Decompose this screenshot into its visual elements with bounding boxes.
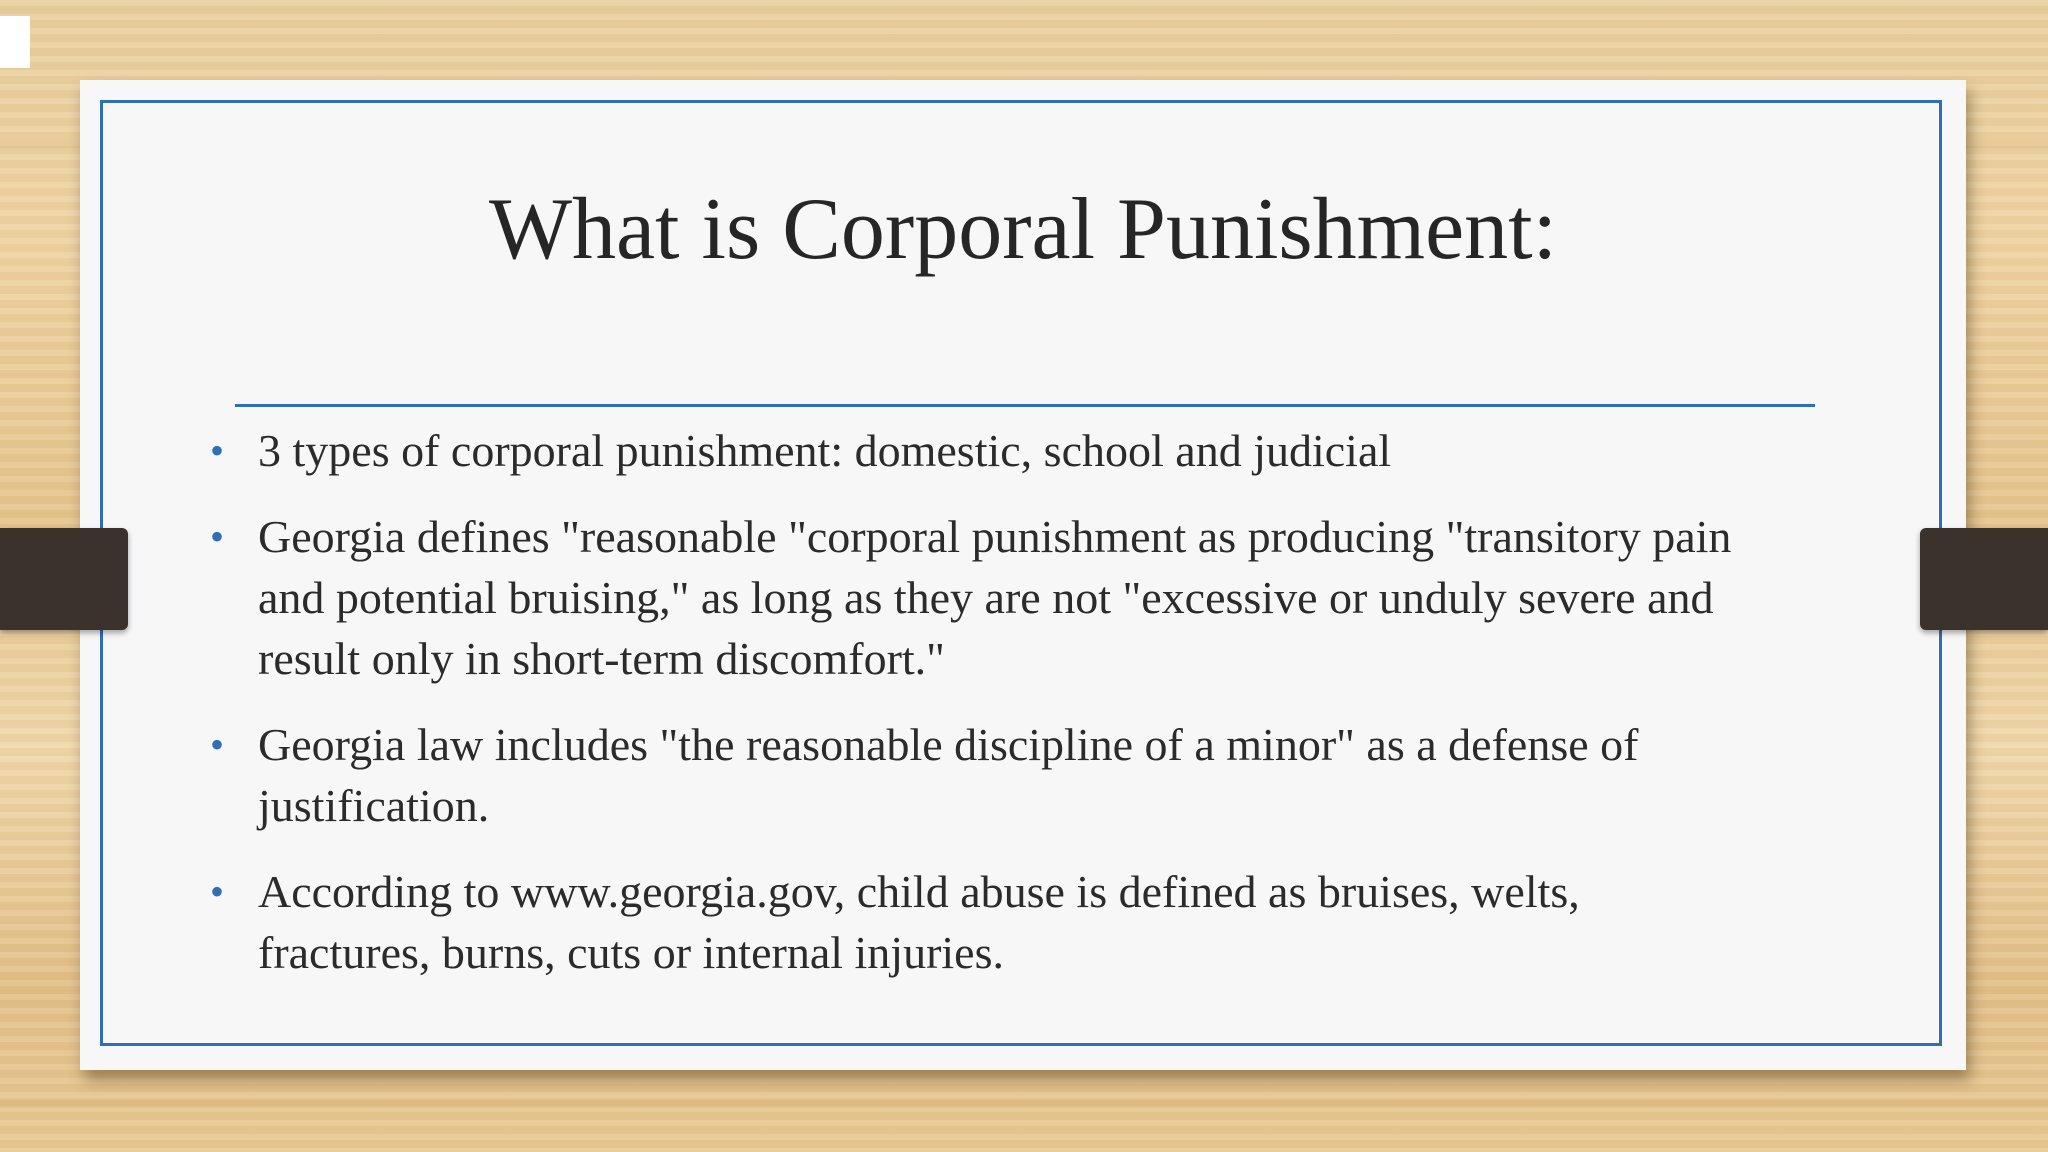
bullet-icon: •	[210, 869, 225, 914]
slide-card	[80, 80, 1966, 1070]
bullet-list	[210, 420, 1758, 1008]
corner-marker	[0, 16, 30, 68]
bullet-item	[210, 714, 1758, 836]
bullet-icon: •	[210, 428, 225, 473]
bullet-icon: •	[210, 514, 225, 559]
bullet-item	[210, 420, 1758, 481]
bullet-item	[210, 861, 1758, 983]
wood-grain	[0, 1100, 2048, 1108]
bullet-text: Georgia law includes "the reasonable discipline of a minor" as a defense of justification.	[258, 719, 1639, 831]
binder-clip-left	[0, 528, 128, 630]
bullet-item	[210, 506, 1758, 689]
binder-clip-right	[1920, 528, 2048, 630]
title-divider	[235, 404, 1815, 407]
bullet-text: According to www.georgia.gov, child abuse is defined as bruises, welts, fractures, burns, cuts or internal injuries.	[258, 866, 1580, 978]
slide-title: What is Corporal Punishment:	[488, 181, 1558, 278]
bullet-text: 3 types of corporal punishment: domestic, school and judicial	[258, 425, 1392, 476]
bullet-icon: •	[210, 722, 225, 767]
bullet-text: Georgia defines "reasonable "corporal punishment as producing "transitory pain and potential bruising," as long as they are not "excessive or unduly severe and result only in short-term discomfort."	[258, 511, 1732, 684]
